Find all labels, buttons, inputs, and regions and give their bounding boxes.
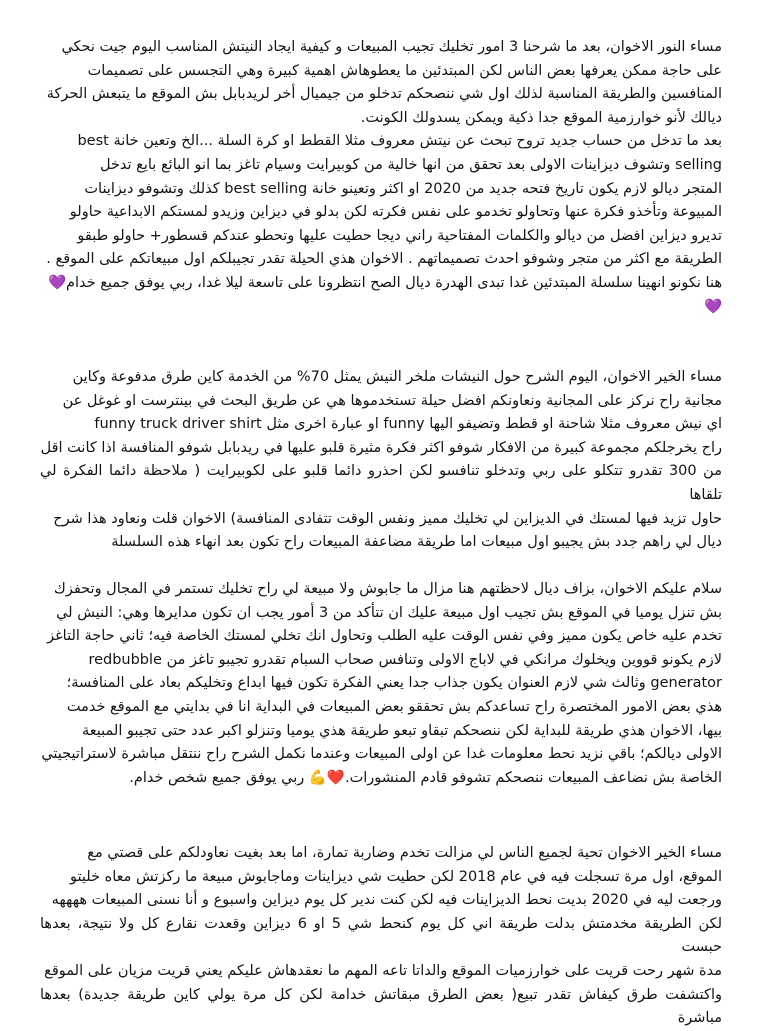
text-line: بعد ما تدخل من حساب جديد تروح تبحث عن نيتش معروف مثلا القطط او كرة السلة ...الخ وتعين خانة best <box>77 133 722 150</box>
text-line: حاول تزيد فيها لمستك في الديزاين لي تخليك مميز ونفس الوقت تتفادى المنافسة) الاخوان قلت ونعاود هذا شرح <box>53 510 722 527</box>
text-line: الطريقة مع اكثر من متجر وشوفو احدث تصميماتهم . الاخوان هذي الحيلة تقدر تجيبلكم اول مبيعاتكم على الموقع . <box>46 251 722 268</box>
text-line: الموقع، اول مرة تسجلت فيه في عام 2018 لكن حطيت شي ديزاينات وماجابوش مبيعة ما ركزتش معاه خليتو <box>69 868 722 885</box>
text-line: مساء الخير الاخوان، اليوم الشرح حول النيشات ملخر النيش يمثل 70% من الخدمة كاين طرق مدفوعة وكاين <box>72 369 722 385</box>
purple-heart-icon: 💜 <box>703 298 722 315</box>
text-line: بش تنزل يوميا في الموقع بش تجيب اول مبيعة عليك ان تتأكد من 3 أمور يجب ان تكون مدايرها وهي: النيش لي <box>56 604 722 621</box>
text-line: هذي بعض الامور المختصرة راح تساعدكم بش تحققو بعض المبيعات في البداية انا في بدايتي مع الموقع خدمت <box>66 698 722 715</box>
text-line: هنا نكونو انهينا سلسلة المبتدئين غدا تبدى الهدرة ديال الصح انتظرونا على تاسعة ليلا غدا، ربي يوفق جميع خدام💜 <box>47 274 722 291</box>
text-line: الخاصة بش نضاعف المبيعات ننصحكم تشوفو قادم المنشورات.❤️💪 ربي يوفق جميع شخص خدام. <box>129 769 722 786</box>
text-line: اي نيش معروف مثلا شاحنة او قطط وتضيفو اليها funny او عبارة اخرى مثل funny truck driver shirt <box>94 416 722 433</box>
text-line: المبيوعة وتأخذو فكرة عنها وتحاولو تخدمو على نفس فكرته لكن بدلو في ديزاين وزيدو لمستكم الابداعية حاولو <box>69 204 722 221</box>
text-line: المتجر ديالو لازم يكون تاريخ فتحه جديد من 2020 او اكثر وتعينو خانة best selling كذلك وتشوفو ديزاينات <box>84 180 722 197</box>
text-line: مدة شهر رحت قريت على خوارزميات الموقع والداتا تاعه المهم ما نعقدهاش عليكم يعني قريت مزيان على الموقع <box>44 962 722 979</box>
post-paragraph-1 <box>40 36 722 319</box>
text-line: ديال لي راهم جدد بش يجيبو اول مبيعات اما طريقة مضاعفة المبيعات راح تكون بعد انهاء هذه السلسلة <box>111 534 722 551</box>
post-paragraph-2 <box>40 366 722 555</box>
text-line: الاولى ديالكم؛ باقي نزيد نحط معلومات غدا عن اولى المبيعات وعندما نكمل الشرح راح ننتقل مباشرة لاستراتيجيتي <box>41 746 722 763</box>
text-line: ورجعت ليه في 2020 بديت نحط الديزاينات فيه لكن كنت ندير كل يوم ديزاين واسبوع و أنا نسنى المبيعات ههههه <box>51 892 722 909</box>
post-paragraph-3 <box>40 578 722 790</box>
text-line: المنافسين والطريقة المناسبة لذلك اول شي ننصحكم تدخلو من جيميال أخر لريدبابل بش الموقع ما يتبعش الحركة <box>46 86 722 103</box>
text-line: راح يخرجلكم مجموعة كبيرة من الافكار شوفو اكثر فكرة مثيرة قلبو عليها في ريدبابل شوفو المنافسة اذا كانت اقل <box>40 439 722 456</box>
text-line: تخدم عليه خاص يكون مميز وفي نفس الوقت عليه الطلب وتحاول انك تخلي لمستك الخاصة فيه؛ ثاني حاجة التاغز <box>47 628 722 645</box>
text-line: generator وثالث شي لازم العنوان يكون جذاب جدا يعني الفكرة تكون فيها ابداع وتخليكم بعاد على المنافسة؛ <box>66 675 722 692</box>
text-line: مساء النور الاخوان، بعد ما شرحنا 3 امور تخليك تجيب المبيعات و كيفية ايجاد النيتش المناسب اليوم جيت نحكي <box>61 39 722 55</box>
text-line: مجانية راح نركز على المجانية ونعاونكم افضل حيلة تستخدموها هي عن طريق البحث في بينترست او غوغل عن <box>62 392 722 409</box>
text-line: تديرو ديزاين افضل من ديالو والكلمات المفتاحية راني ديجا حطيت عليها وتحطو عندكم قسطور+ حاولو طبقو <box>77 227 722 244</box>
text-line: selling وتشوف ديزاينات الاولى بعد تحقق من انها خالية من كوبيرايت وسيام تاغز بما انو البائع بايع تدخل <box>99 156 722 173</box>
text-line: سلام عليكم الاخوان، بزاف ديال لاحظتهم هنا مزال ما جابوش ولا مبيعة لي راح تخليك تستمر في المجال وتحفزك <box>53 581 722 597</box>
text-line: لكن الطريقة مخدمتش بدلت طريقة اني كل يوم كنحط شي 5 او 6 ديزاين وقعدت نقارع كل ولا نتيجة، بعدها حبست <box>40 915 722 956</box>
text-line: من 300 تقدرو تتكلو على ربي وتدخلو تنافسو لكن احذرو دائما قلبو على لكوبيرايت ( ملاحظة دائما الفكرة لي تلقاها <box>40 463 722 503</box>
post-paragraph-4 <box>40 842 722 1031</box>
text-line: ديالك لأنو خوارزمية الموقع جدا ذكية ويمكن يسدولك الكونت. <box>360 109 722 126</box>
text-line: مساء الخير الاخوان تحية لجميع الناس لي مزالت تخدم وضاربة تمارة، اما بعد بغيت نعاودلكم على قصتي مع <box>87 845 722 861</box>
text-line: بيها، الاخوان هذي طريقة للبداية لكن ننصحكم تبقاو تبعو طريقة هذي يوميا وتنزلو اكبر عدد حتى تجيبو المبيعة <box>82 722 722 739</box>
text-line: واكتشفت طرق كيفاش تقدر تبيع( بعض الطرق مبقاتش خدامة لكن كل مرة يولي كاين طريقة جديدة) بعدها مباشرة <box>40 986 722 1027</box>
text-line: على حاجة ممكن يعرفها بعض الناس لكن المبتدئين ما يعطوهاش اهمية كبيرة وهي التجسس على تصميمات <box>87 62 722 79</box>
text-line: لازم يكونو قووين ويخلوك مرانكي في لاباج الاولى وتنافس صحاب السبام تقدرو تجيبو تاغز من redbubble <box>88 651 722 668</box>
